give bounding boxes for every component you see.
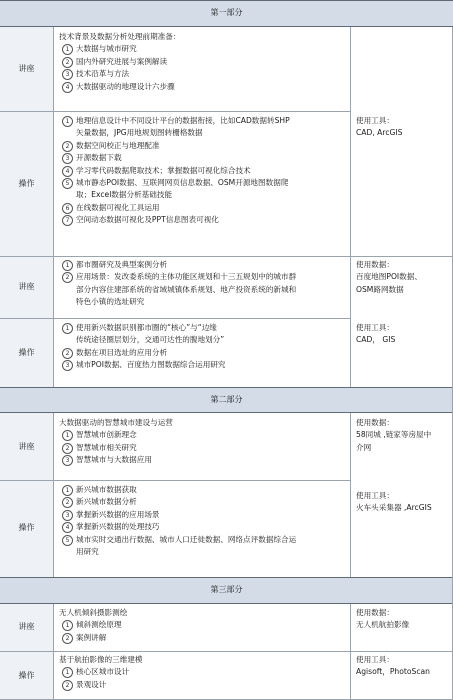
list-item: 2 景观设计 (59, 680, 349, 692)
row-title: 大数据驱动的智慧城市建设与运营 (59, 418, 173, 427)
note-line: 使用工具： (356, 323, 394, 332)
list-item-continued: 取；Excel数据分析基础技能 (76, 190, 173, 200)
list-item: 1 大数据与城市研究 (59, 44, 349, 56)
item-number: 2 (62, 442, 72, 451)
list-item: 2 新兴城市数据分析 (59, 497, 349, 509)
item-number: 4 (62, 81, 72, 90)
list-item: 4 大数据驱动的地理设计六步骤 (59, 82, 349, 94)
item-number: 5 (62, 534, 72, 543)
item-number: 4 (62, 522, 72, 531)
note-line: 无人机航拍影像 (356, 620, 410, 630)
row-notes (356, 655, 451, 680)
list-item-continued: 矢量数据，JPG用地规划图转栅格数据 (76, 128, 203, 138)
item-number: 2 (62, 632, 72, 641)
row-title: 技术背景及数据分析处理前期准备： (59, 32, 181, 41)
row-content (59, 608, 349, 645)
label-column-bg (0, 604, 53, 700)
note-line: 使用工具： (356, 116, 394, 125)
list-item: 2 案例讲解 (59, 633, 349, 645)
row-label-lecture: 讲座 (18, 622, 35, 631)
list-item: 3 城市POI数据、百度热力图数据综合运用研究 (59, 360, 349, 372)
row-notes (356, 323, 451, 348)
part-header-2 (0, 387, 453, 413)
note-line: OSM路网数据 (356, 284, 404, 294)
note-line: Agisoft，PhotoScan (356, 667, 430, 677)
item-number: 1 (62, 323, 72, 332)
item-number: 2 (62, 347, 72, 356)
note-line: 使用数据： (356, 418, 394, 427)
list-item: 1 智慧城市创新理念 (59, 430, 349, 442)
list-item-continued: 传统途径圈层划分，交通可达性的腹地划分” (76, 335, 225, 345)
item-number: 1 (62, 485, 72, 494)
item-number: 1 (62, 430, 72, 439)
item-number: 3 (62, 509, 72, 518)
item-number: 3 (62, 455, 72, 464)
item-number: 6 (62, 202, 72, 211)
list-item: 3 智慧城市与大数据应用 (59, 455, 349, 467)
row-content (59, 323, 349, 373)
row-label-lecture: 讲座 (18, 442, 35, 451)
note-line: 使用数据： (356, 608, 394, 617)
row-title: 无人机倾斜摄影测绘 (59, 608, 128, 617)
list-item: 2 数据空间校正与地理配准 (59, 141, 349, 153)
list-item: 1 核心区城市设计 (59, 667, 349, 679)
row-label-lecture: 讲座 (18, 282, 35, 291)
item-number: 3 (62, 153, 72, 162)
row-notes (356, 491, 451, 516)
part-header-3 (0, 577, 453, 604)
note-line: 百度地图POI数据、 (356, 272, 422, 282)
item-number: 2 (62, 140, 72, 149)
row-notes (356, 418, 451, 455)
note-line: CAD, ArcGIS (356, 128, 403, 138)
item-number: 3 (62, 360, 72, 369)
list-item: 1 都市圈研究及典型案例分析 (59, 260, 349, 272)
item-number: 2 (62, 56, 72, 65)
row-label-operation: 操作 (18, 671, 35, 680)
note-line: 火车头采集器 ,ArcGIS (356, 503, 432, 513)
row-notes (356, 260, 451, 297)
label-column-bg (0, 413, 53, 577)
row-notes (356, 116, 451, 141)
row-content (59, 116, 349, 228)
list-item: 3 技术沿革与方法 (59, 69, 349, 81)
item-number: 4 (62, 165, 72, 174)
label-column-bg (0, 27, 53, 387)
list-item: 6 在线数据可视化工具运用 (59, 203, 349, 215)
row-label-operation: 操作 (18, 348, 35, 357)
row-content (59, 32, 349, 94)
item-number: 1 (62, 116, 72, 125)
row-content (59, 418, 349, 468)
item-number: 2 (62, 497, 72, 506)
list-item: 4 学习零代码数据爬取技术；掌握数据可视化综合技术 (59, 166, 349, 178)
list-item: 2 应用场景：发改委系统的主体功能区规划和十三五规划中的城市群 (59, 272, 349, 284)
row-content (59, 260, 349, 310)
row-label-operation: 操作 (18, 523, 35, 532)
row-content (59, 655, 349, 692)
list-item: 1 地理信息设计中不同设计平台的数据衔接，比如CAD数据转SHP (59, 116, 349, 128)
part-title: 第一部分 (210, 8, 243, 17)
list-item: 5 城市实时交通出行数据、城市人口迁徙数据、网络点评数据综合运 (59, 535, 349, 547)
list-item-continued: 用研究 (76, 546, 99, 556)
list-item-continued: 特色小镇的选址研究 (76, 297, 145, 307)
item-number: 5 (62, 177, 72, 186)
list-item: 2 智慧城市相关研究 (59, 443, 349, 455)
item-number: 1 (62, 44, 72, 53)
list-item-continued: 部分内容住建部系统的省域城镇体系规划、地产投资系统的新城和 (76, 284, 297, 294)
list-item: 1 新兴城市数据获取 (59, 485, 349, 497)
note-line: 使用数据： (356, 260, 394, 269)
row-label-operation: 操作 (18, 179, 35, 188)
part-title: 第二部分 (210, 395, 243, 404)
item-number: 1 (62, 620, 72, 629)
list-item: 2 国内外研究进展与案例解读 (59, 57, 349, 69)
note-line: CAD， GIS (356, 335, 396, 345)
list-item: 1 使用新兴数据识别都市圈的“核心”与“边缘 (59, 323, 349, 335)
list-item: 5 城市静态POI数据、互联网网页信息数据、OSM开源地图数据爬 (59, 178, 349, 190)
note-line: 介网 (356, 442, 372, 452)
list-item: 1 倾斜测绘原理 (59, 620, 349, 632)
item-number: 3 (62, 69, 72, 78)
note-line: 58同城 ,链家等房屋中 (356, 430, 432, 440)
item-number: 7 (62, 215, 72, 224)
row-label-lecture: 讲座 (18, 64, 35, 73)
list-item: 2 数据在项目选址的应用分析 (59, 348, 349, 360)
note-line: 使用工具： (356, 491, 394, 500)
row-content (59, 485, 349, 559)
note-line: 使用工具： (356, 655, 394, 664)
item-number: 2 (62, 679, 72, 688)
item-number: 2 (62, 272, 72, 281)
list-item: 3 开源数据下载 (59, 153, 349, 165)
row-title: 基于航拍影像的三维建模 (59, 655, 143, 664)
row-notes (356, 608, 451, 633)
list-item: 7 空间动态数据可视化及PPT信息图表可视化 (59, 215, 349, 227)
item-number: 1 (62, 667, 72, 676)
list-item: 4 掌握新兴数据的处理技巧 (59, 522, 349, 534)
part-title: 第三部分 (210, 585, 243, 594)
part-header-1 (0, 0, 453, 27)
item-number: 1 (62, 260, 72, 269)
list-item: 3 掌握新兴数据的应用场景 (59, 510, 349, 522)
